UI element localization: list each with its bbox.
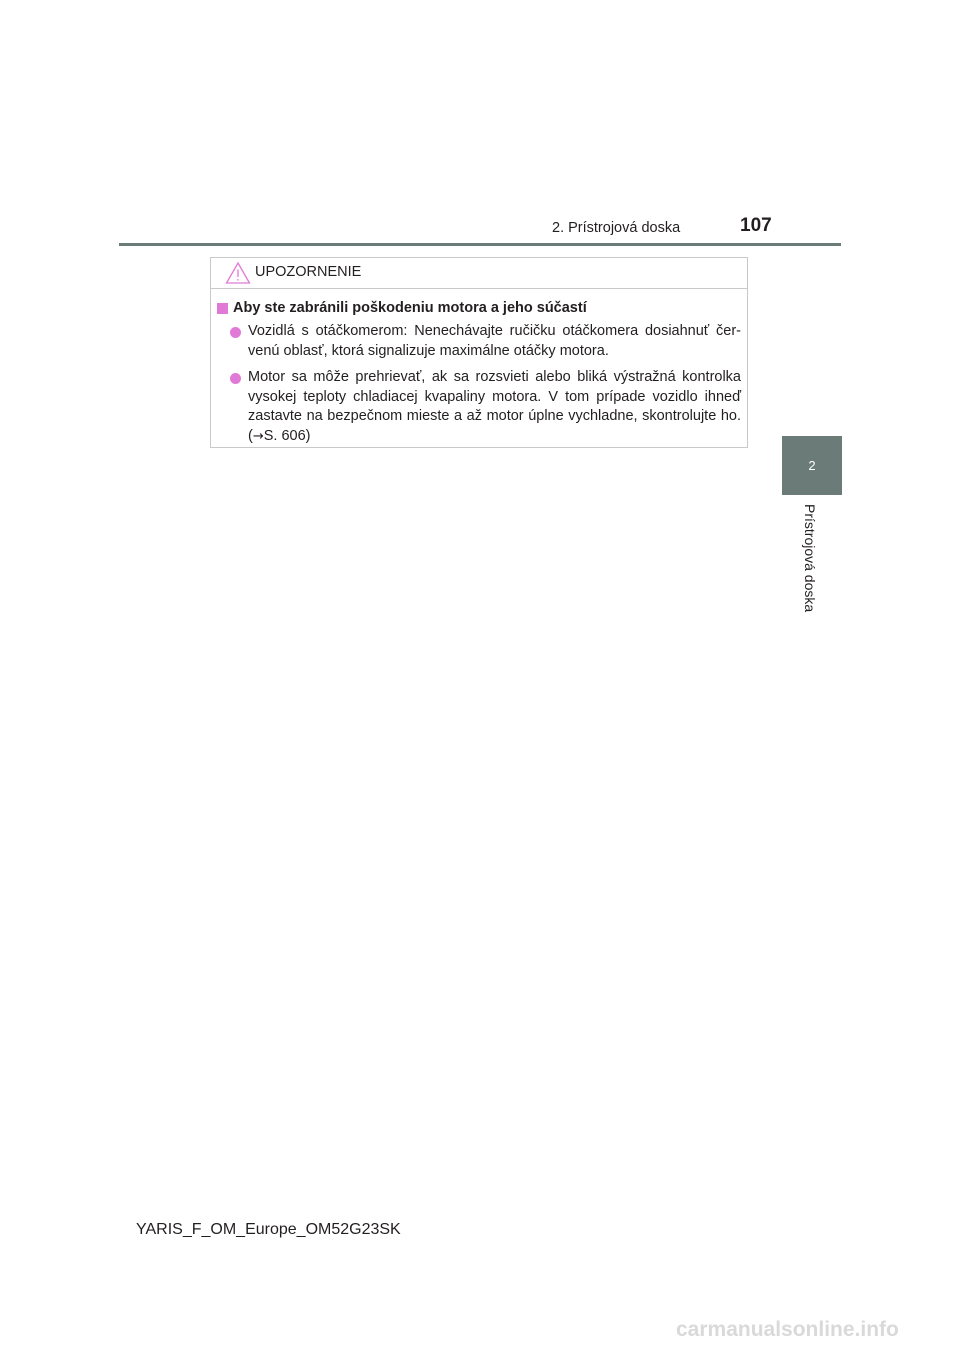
page-reference-link[interactable]: S. 606) [263, 427, 311, 444]
caution-header [211, 258, 747, 289]
page-number: 107 [740, 215, 772, 236]
chapter-tab-number: 2 [808, 458, 816, 473]
watermark: carmanualsonline.info [676, 1318, 899, 1341]
chapter-tab [782, 436, 842, 495]
footer-document-id: YARIS_F_OM_Europe_OM52G23SK [136, 1221, 401, 1238]
caution-item-text: Vozidlá s otáčkomerom: Nenechávajte ručičku otáčkomera dosiahnuť čer-venú oblasť, ktorá signalizuje maximálne otáčky motora. [248, 323, 741, 359]
caution-item-text: Motor sa môže prehrievať, ak sa rozsvieti alebo bliká výstražná kontrolka vysokej teploty chladiacej kvapaliny motora. V tom prípade vozidlo ihneď zastavte na bezpečnom mieste a až motor úplne vychladne, skontrolujte ho. ( [248, 369, 741, 444]
warning-triangle-icon [225, 261, 251, 285]
dot-bullet-icon [230, 373, 241, 384]
caution-section-title [217, 299, 741, 318]
dot-bullet-icon [230, 327, 241, 338]
running-header-section: 2. Prístrojová doska [552, 220, 681, 236]
caution-box [210, 257, 748, 448]
header-rule [119, 243, 841, 246]
square-bullet-icon [217, 303, 228, 314]
arrow-right-icon: → [252, 428, 264, 444]
caution-list-item [230, 368, 741, 446]
caution-body [211, 289, 747, 446]
caution-list-item [230, 322, 741, 361]
chapter-side-label: Prístrojová doska [802, 504, 818, 613]
caution-section-title-text: Aby ste zabránili poškodeniu motora a jeho súčastí [233, 300, 587, 316]
caution-title: UPOZORNENIE [255, 264, 362, 280]
